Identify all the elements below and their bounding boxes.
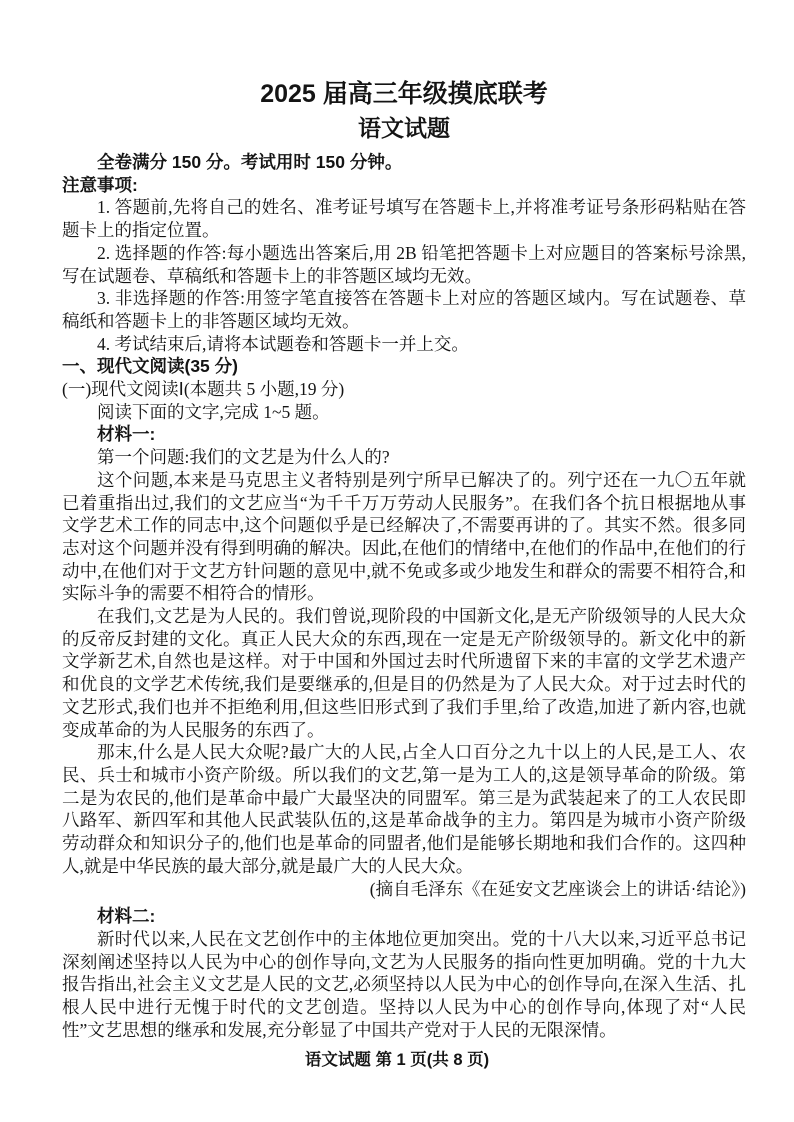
material-one-label: 材料一: xyxy=(97,424,156,445)
material-two-label: 材料二: xyxy=(97,906,156,927)
notice-heading: 注意事项: xyxy=(62,174,138,195)
exam-meta-line: 全卷满分 150 分。考试用时 150 分钟。 xyxy=(97,152,403,172)
page-content xyxy=(62,151,746,1041)
material-two-paragraph-1: 新时代以来,人民在文艺创作中的主体地位更加突出。党的十八大以来,习近平总书记深刻阐述坚持以人民为中心的创作导向,文艺为人民服务的指向性更加明确。党的十九大报告指出,社会主义文艺是人民的文艺,必须坚持以人民为中心的创作导向,在深入生活、扎根人民中进行无愧于时代的文艺创造。坚持以人民为中心的创作导向,体现了对“人民性”文艺思想的继承和发展,充分彰显了中国共产党对于人民的无限深情。 xyxy=(62,928,746,1040)
page-footer: 语文试题 第 1 页(共 8 页) xyxy=(304,1051,490,1069)
section-one-part-heading: (一)现代文阅读Ⅰ(本题共 5 小题,19 分) xyxy=(62,379,345,400)
exam-subject-title: 语文试题 xyxy=(358,115,450,141)
material-one-paragraph-4: 那末,什么是人民大众呢?最广大的人民,占全人口百分之九十以上的人民,是工人、农民、兵士和城市小资产阶级。所以我们的文艺,第一是为工人的,这是领导革命的阶级。第二是为农民的,他们是革命中最广大最坚决的同盟军。第三是为武装起来了的工人农民即八路军、新四军和其他人民武装队伍的,这是革命战争的主力。第四是为城市小资产阶级劳动群众和知识分子的,他们也是革命的同盟者,他们是能够长期地和我们合作的。这四种人,就是中华民族的最大部分,就是最广大的人民大众。 xyxy=(62,742,746,876)
material-one-paragraph-2: 这个问题,本来是马克思主义者特别是列宁所早已解决了的。列宁还在一九〇五年就已着重指出过,我们的文艺应当“为千千万万劳动人民服务”。在我们各个抗日根据地从事文学艺术工作的同志中,这个问题似乎是已经解决了,不需要再讲的了。其实不然。很多同志对这个问题并没有得到明确的解决。因此,在他们的情绪中,在他们的作品中,在他们的行动中,在他们对于文艺方针问题的意见中,就不免或多或少地发生和群众的需要不相符合,和实际斗争的需要不相符合的情形。 xyxy=(62,469,746,604)
material-one-paragraph-3: 在我们,文艺是为人民的。我们曾说,现阶段的中国新文化,是无产阶级领导的人民大众的反帝反封建的文化。真正人民大众的东西,现在一定是无产阶级领导的。新文化中的新文学新艺术,自然也是这样。对于中国和外国过去时代所遗留下来的丰富的文学艺术遗产和优良的文学艺术传统,我们是要继承的,但是目的仍然是为了人民大众。对于过去时代的文艺形式,我们也并不拒绝利用,但这些旧形式到了我们手里,给了改造,加进了新内容,也就变成革命的为人民服务的东西了。 xyxy=(62,606,746,740)
reading-instruction: 阅读下面的文字,完成 1~5 题。 xyxy=(97,401,330,422)
notice-item-3: 3. 非选择题的作答:用签字笔直接答在答题卡上对应的答题区域内。写在试题卷、草稿纸和答题卡上的非答题区域均无效。 xyxy=(62,288,746,331)
section-one-heading: 一、现代文阅读(35 分) xyxy=(62,356,238,377)
material-one-paragraph-1: 第一个问题:我们的文艺是为什么人的? xyxy=(97,447,390,468)
material-one-attribution: (摘自毛泽东《在延安文艺座谈会上的讲话·结论》) xyxy=(369,878,746,899)
notice-item-2: 2. 选择题的作答:每小题选出答案后,用 2B 铅笔把答题卡上对应题目的答案标号涂黑,写在试题卷、草稿纸和答题卡上的非答题区域均无效。 xyxy=(62,242,746,286)
notice-item-4: 4. 考试结束后,请将本试题卷和答题卡一并上交。 xyxy=(97,333,469,354)
notice-item-1: 1. 答题前,先将自己的姓名、准考证号填写在答题卡上,并将准考证号条形码粘贴在答题卡上的指定位置。 xyxy=(62,197,746,241)
exam-title: 2025 届高三年级摸底联考 xyxy=(260,80,548,108)
